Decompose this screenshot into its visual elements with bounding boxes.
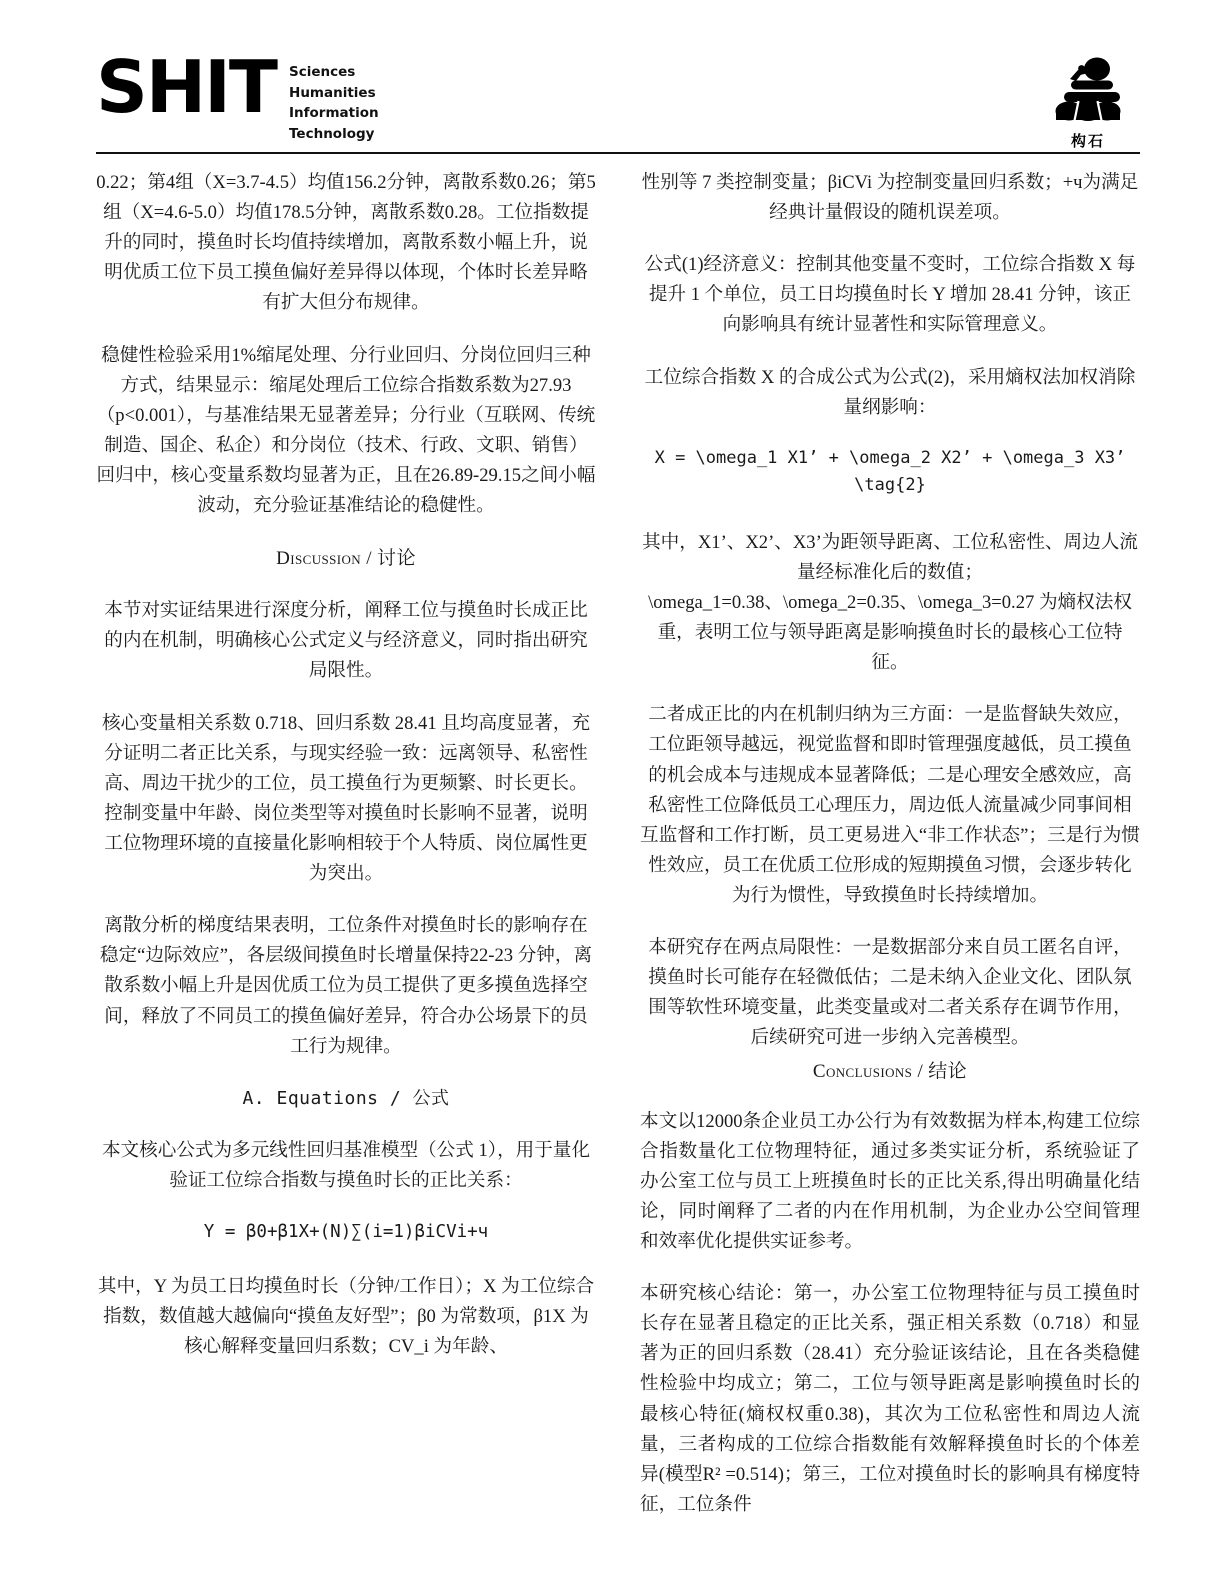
paragraph: 本研究存在两点局限性：一是数据部分来自员工匿名自评，摸鱼时长可能存在轻微低估；二是未纳入企业文化、团队氛围等软性环境变量，此类变量或对二者关系存在调节作用，后续研究可进一步纳入完善模型。 xyxy=(648,937,1132,1049)
logo-word-information: Information xyxy=(289,105,379,122)
left-column xyxy=(96,168,596,1572)
subsection-heading-equations: A. Equations / 公式 xyxy=(242,1087,450,1109)
masthead xyxy=(96,45,1140,150)
right-column xyxy=(640,168,1140,1572)
paragraph: 稳健性检验采用1%缩尾处理、分行业回归、分岗位回归三种方式，结果显示：缩尾处理后工位综合指数系数为27.93（p<0.001），与基准结果无显著差异；分行业（互联网、传统制造、国企、私企）和分岗位（技术、行政、文职、销售）回归中，核心变量系数均显著为正，且在26.89-29.15之间小幅波动，充分验证基准结论的稳健性。 xyxy=(96,344,596,517)
journal-logo-words xyxy=(289,62,379,144)
paragraph: 0.22；第4组（X=3.7-4.5）均值156.2分钟，离散系数0.26；第5组（X=4.6-5.0）均值178.5分钟，离散系数0.28。工位指数提升的同时，摸鱼时长均值持续增加，离散系数小幅上升，说明优质工位下员工摸鱼偏好差异得以体现，个体时长差异略有扩大但分布规律。 xyxy=(96,172,596,314)
equation-2-tag: \tag{2} xyxy=(854,475,926,496)
logo-word-humanities: Humanities xyxy=(289,84,376,101)
paragraph: 本文核心公式为多元线性回归基准模型（公式 1），用于量化验证工位综合指数与摸鱼时长的正比关系： xyxy=(101,1139,591,1191)
equation-2 xyxy=(640,445,1140,500)
paragraph: 核心变量相关系数 0.718、回归系数 28.41 且均高度显著，充分证明二者正比关系，与现实经验一致：远离领导、私密性高、周边干扰少的工位，员工摸鱼行为更频繁、时长更长。控制变量中年龄、岗位类型等对摸鱼时长影响不显著，说明工位物理环境的直接量化影响相较于个人特质、岗位属性更为突出。 xyxy=(101,712,591,885)
paragraph: 工位综合指数 X 的合成公式为公式(2)，采用熵权法加权消除量纲影响： xyxy=(644,366,1136,418)
section-heading-conclusions: Conclusions / 结论 xyxy=(812,1060,968,1082)
equation-1: Y = β0+β1X+(N)∑(i=1)βiCVi+ч xyxy=(203,1221,489,1242)
section-heading-discussion: Discussion / 讨论 xyxy=(276,548,416,570)
paragraph: 二者成正比的内在机制归纳为三方面：一是监督缺失效应，工位距领导越远，视觉监督和即时管理强度越低，员工摸鱼的机会成本与违规成本显著降低；二是心理安全感效应，高私密性工位降低员工心理压力，周边低人流量减少同事间相互监督和工作打断，员工更易进入“非工作状态”；三是行为惯性效应，员工在优质工位形成的短期摸鱼习惯，会逐步转化为行为惯性，导致摸鱼时长持续增加。 xyxy=(640,704,1140,907)
paragraph: 公式(1)经济意义：控制其他变量不变时，工位综合指数 X 每提升 1 个单位，员工日均摸鱼时长 Y 增加 28.41 分钟，该正向影响具有统计显著性和实际管理意义。 xyxy=(644,254,1136,336)
paragraph: 本文以12000条企业员工办公行为有效数据为样本,构建工位综合指数量化工位物理特征，通过多类实证分析，系统验证了办公室工位与员工上班摸鱼时长的正比关系,得出明确量化结论，同时阐释了二者的内在作用机制，为企业办公空间管理和效率优化提供实证参考。 xyxy=(640,1110,1140,1253)
paragraph: 本研究核心结论：第一，办公室工位物理特征与员工摸鱼时长存在显著且稳定的正比关系，强正相关系数（0.718）和显著为正的回归系数（28.41）充分验证该结论，且在各类稳健性检验中均成立；第二，工位与领导距离是影响摸鱼时长的最核心特征(熵权权重0.38)，其次为工位私密性和周边人流量，三者构成的工位综合指数能有效解释摸鱼时长的个体差异(模型R² =0.514)；第三，工位对摸鱼时长的影响具有梯度特征，工位条件 xyxy=(640,1283,1140,1515)
equation-2-body: X = \omega_1 X1’ + \omega_2 X2’ + \omega_3 X3’ xyxy=(654,447,1126,468)
masthead-divider xyxy=(96,152,1140,154)
publisher-emblem xyxy=(1036,54,1140,151)
logo-word-technology: Technology xyxy=(289,125,375,142)
paragraph: 其中，Y 为员工日均摸鱼时长（分钟/工作日）；X 为工位综合指数，数值越大越偏向“摸鱼友好型”；β0 为常数项，β1X 为核心解释变量回归系数；CV_i 为年龄、 xyxy=(97,1275,595,1358)
paragraph: 本节对实证结果进行深度分析，阐释工位与摸鱼时长成正比的内在机制，明确核心公式定义与经济意义，同时指出研究局限性。 xyxy=(104,600,588,682)
journal-brand xyxy=(96,45,379,144)
journal-logo-text: SHIT xyxy=(96,45,277,129)
paragraph: 离散分析的梯度结果表明，工位条件对摸鱼时长的影响存在稳定“边际效应”，各层级间摸鱼时长增量保持22-23 分钟，离散系数小幅上升是因优质工位为员工提供了更多摸鱼选择空间，释放了不同员工的摸鱼偏好差异，符合办公场景下的员工行为规律。 xyxy=(99,915,593,1057)
body-columns xyxy=(96,168,1140,1572)
logo-word-sciences: Sciences xyxy=(289,64,356,80)
paragraph: 性别等 7 类控制变量；βiCVi 为控制变量回归系数；+ч为满足经典计量假设的随机误差项。 xyxy=(641,172,1139,224)
paragraph: 其中，X1’、X2’、X3’为距领导距离、工位私密性、周边人流量经标准化后的数值；\omega_1=0.38、\omega_2=0.35、\omega_3=0.27 为熵权法权重，表明工位与领导距离是影响摸鱼时长的最核心工位特征。 xyxy=(642,531,1138,674)
stacked-stones-icon xyxy=(1045,54,1131,128)
publisher-emblem-label: 构石 xyxy=(1070,132,1105,150)
